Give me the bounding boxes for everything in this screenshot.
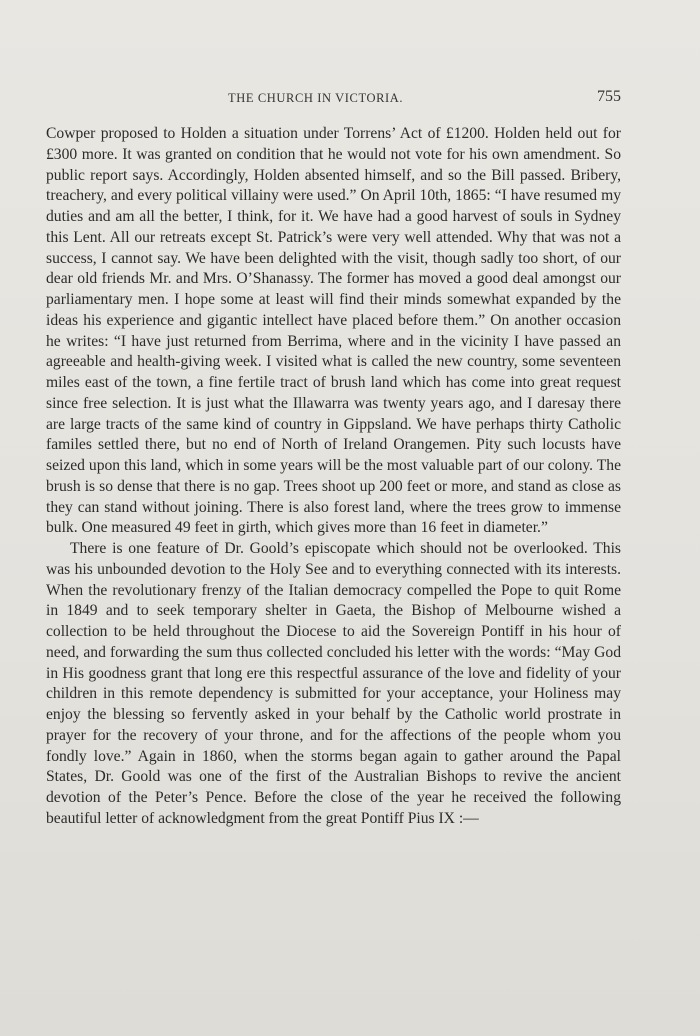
page-number: 755 bbox=[597, 88, 621, 105]
body-text bbox=[46, 124, 621, 830]
paragraph-continuation: Cowper proposed to Holden a situation under Torrens’ Act of £1200. Holden held out for £300 more. It was granted on condition that he would not vote for his own amendment. So public report says. Accordingly, Holden absented himself, and so the Bill passed. Bribery, treachery, and every political villainy were used.” On April 10th, 1865: “I have resumed my duties and am all the better, I think, for it. We have had a good harvest of souls in Sydney this Lent. All our retreats except St. Patrick’s were very well attended. Why that was not a success, I cannot say. We have been delighted with the visit, though sadly too short, of our dear old friends Mr. and Mrs. O’Shanassy. The former has moved a good deal amongst our parliamentary men. I hope some at least will find their minds somewhat expanded by the ideas his experience and gigantic intellect have placed before them.” On another occasion he writes: “I have just returned from Berrima, where and in the vicinity I have passed an agreeable and health-giving week. I visited what is called the new country, some seventeen miles east of the town, a fine fertile tract of brush land which has come into great request since free selection. It is just what the Illawarra was twenty years ago, and I daresay there are large tracts of the same kind of country in Gippsland. We have perhaps thirty Catholic familes settled there, but no end of North of Ireland Orangemen. Pity such locusts have seized upon this land, which in some years will be the most valuable part of our colony. The brush is so dense that there is no gap. Trees shoot up 200 feet or more, and stand as close as they can stand without joining. There is also forest land, where the trees grow to immense bulk. One measured 49 feet in girth, which gives more than 16 feet in diameter.” bbox=[46, 125, 621, 537]
paragraph-goold-devotion: There is one feature of Dr. Goold’s episcopate which should not be overlooked. This was his unbounded devotion to the Holy See and to everything connected with its interests. When the revolutionary frenzy of the Italian democracy compelled the Pope to quit Rome in 1849 and to seek temporary shelter in Gaeta, the Bishop of Melbourne wished a collection to be held throughout the Diocese to aid the Sovereign Pontiff in his hour of need, and forwarding the sum thus collected concluded his letter with the words: “May God in His goodness grant that long ere this respectful assurance of the love and fidelity of your children in this remote dependency is submitted for your acceptance, your Holiness may enjoy the blessing so fervently asked in your behalf by the Catholic world prostrate in prayer for the recovery of your throne, and for the affections of the people whom you fondly love.” Again in 1860, when the storms began again to gather around the Papal States, Dr. Goold was one of the first of the Australian Bishops to revive the ancient devotion of the Peter’s Pence. Before the close of the year he received the following beautiful letter of acknowledgment from the great Pontiff Pius IX :— bbox=[46, 540, 621, 827]
running-title: THE CHURCH IN VICTORIA. bbox=[228, 91, 404, 105]
page-header bbox=[0, 88, 700, 112]
